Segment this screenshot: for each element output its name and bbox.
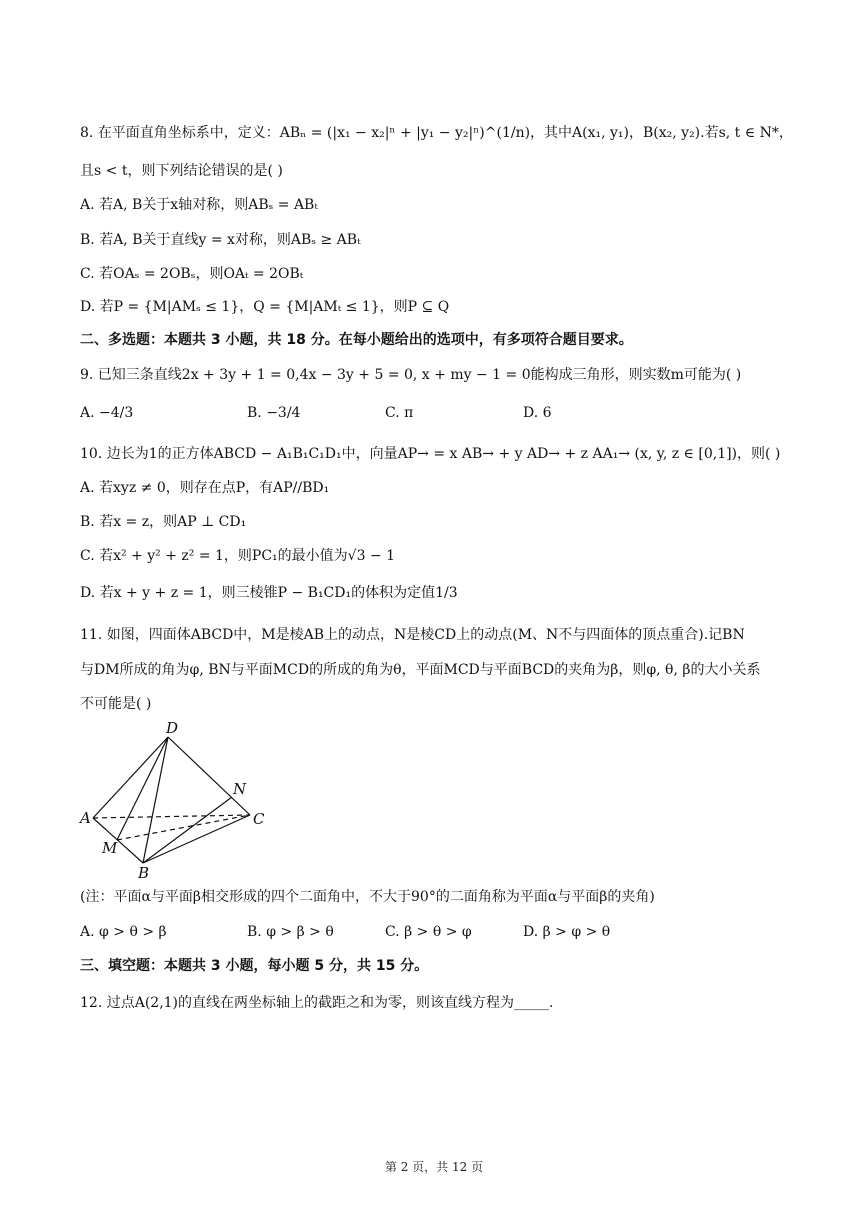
q10-option-a: A. 若xyz ≠ 0，则存在点P，有AP//BD₁ (80, 480, 330, 496)
q8-option-b: B. 若A, B关于直线y = x对称，则ABₛ ≥ ABₜ (80, 232, 361, 248)
label-a: A (80, 809, 91, 827)
q10-option-c: C. 若x² + y² + z² = 1，则PC₁的最小值为√3 − 1 (80, 548, 396, 564)
edge-da (93, 737, 168, 818)
q8-option-d: D. 若P = {M|AMₛ ≤ 1}，Q = {M|AMₜ ≤ 1}，则P ⊆ Q (80, 299, 450, 315)
q12-stem: 12. 过点A(2,1)的直线在两坐标轴上的截距之和为零，则该直线方程为_____. (80, 995, 554, 1011)
q11-note: (注：平面α与平面β相交形成的四个二面角中，不大于90°的二面角称为平面α与平面β的夹角) (80, 889, 655, 905)
edge-db (143, 737, 168, 863)
q11-option-b: B. φ > β > θ (247, 924, 334, 940)
q9-option-c: C. π (385, 405, 414, 421)
label-m: M (102, 839, 118, 857)
q10-option-d: D. 若x + y + z = 1，则三棱锥P − B₁CD₁的体积为定值1/3 (80, 585, 458, 601)
edge-bc (143, 815, 250, 863)
q10-option-b: B. 若x = z，则AP ⊥ CD₁ (80, 514, 247, 530)
q9-option-d: D. 6 (523, 405, 552, 421)
q10-stem: 10. 边长为1的正方体ABCD − A₁B₁C₁D₁中，向量AP→ = x AB→ + y AD→ + z AA₁→ (x, y, z ∈ [0,1])，则( ) (80, 446, 781, 462)
label-c: C (253, 810, 265, 828)
q11-option-d: D. β > φ > θ (523, 924, 611, 940)
edge-dc (168, 737, 250, 815)
q8-option-c: C. 若OAₛ = 2OBₛ，则OAₜ = 2OBₜ (80, 266, 304, 282)
q9-stem: 9. 已知三条直线2x + 3y + 1 = 0,4x − 3y + 5 = 0, x + my − 1 = 0能构成三角形，则实数m可能为( ) (80, 367, 742, 383)
q9-option-b: B. −3/4 (247, 405, 301, 421)
segment-mc-hidden (117, 815, 250, 840)
section-multiple-choice-heading: 二、多选题：本题共 3 小题，共 18 分。在每小题给出的选项中，有多项符合题目要求。 (80, 332, 633, 348)
q11-stem-line2: 与DM所成的角为φ, BN与平面MCD的所成的角为θ，平面MCD与平面BCD的夹角为β，则φ, θ, β的大小关系 (80, 662, 761, 678)
label-d: D (166, 719, 179, 737)
q8-stem-line2: 且s < t，则下列结论错误的是( ) (80, 163, 283, 179)
q11-option-c: C. β > θ > φ (385, 924, 472, 940)
q8-option-a: A. 若A, B关于x轴对称，则ABₛ = ABₜ (80, 197, 318, 213)
tetrahedron-figure (78, 715, 278, 880)
segment-bn (143, 797, 232, 863)
q9-option-a: A. −4/3 (80, 405, 134, 421)
label-n: N (233, 780, 247, 798)
edge-ab (93, 818, 143, 863)
label-b: B (138, 864, 150, 880)
section-fill-in-heading: 三、填空题：本题共 3 小题，每小题 5 分，共 15 分。 (80, 958, 429, 974)
edge-ac-hidden (93, 815, 250, 818)
q11-stem-line1: 11. 如图，四面体ABCD中，M是棱AB上的动点，N是棱CD上的动点(M、N不与四面体的顶点重合).记BN (80, 627, 745, 643)
q8-stem-line1: 8. 在平面直角坐标系中，定义：ABₙ = (|x₁ − x₂|ⁿ + |y₁ − y₂|ⁿ)^(1/n)，其中A(x₁, y₁)，B(x₂, y₂).若s, t ∈ N*， (80, 125, 793, 141)
page-footer: 第 2 页，共 12 页 (384, 1160, 484, 1174)
q11-option-a: A. φ > θ > β (80, 924, 167, 940)
q11-stem-line3: 不可能是( ) (80, 696, 152, 712)
segment-dm (117, 737, 168, 840)
